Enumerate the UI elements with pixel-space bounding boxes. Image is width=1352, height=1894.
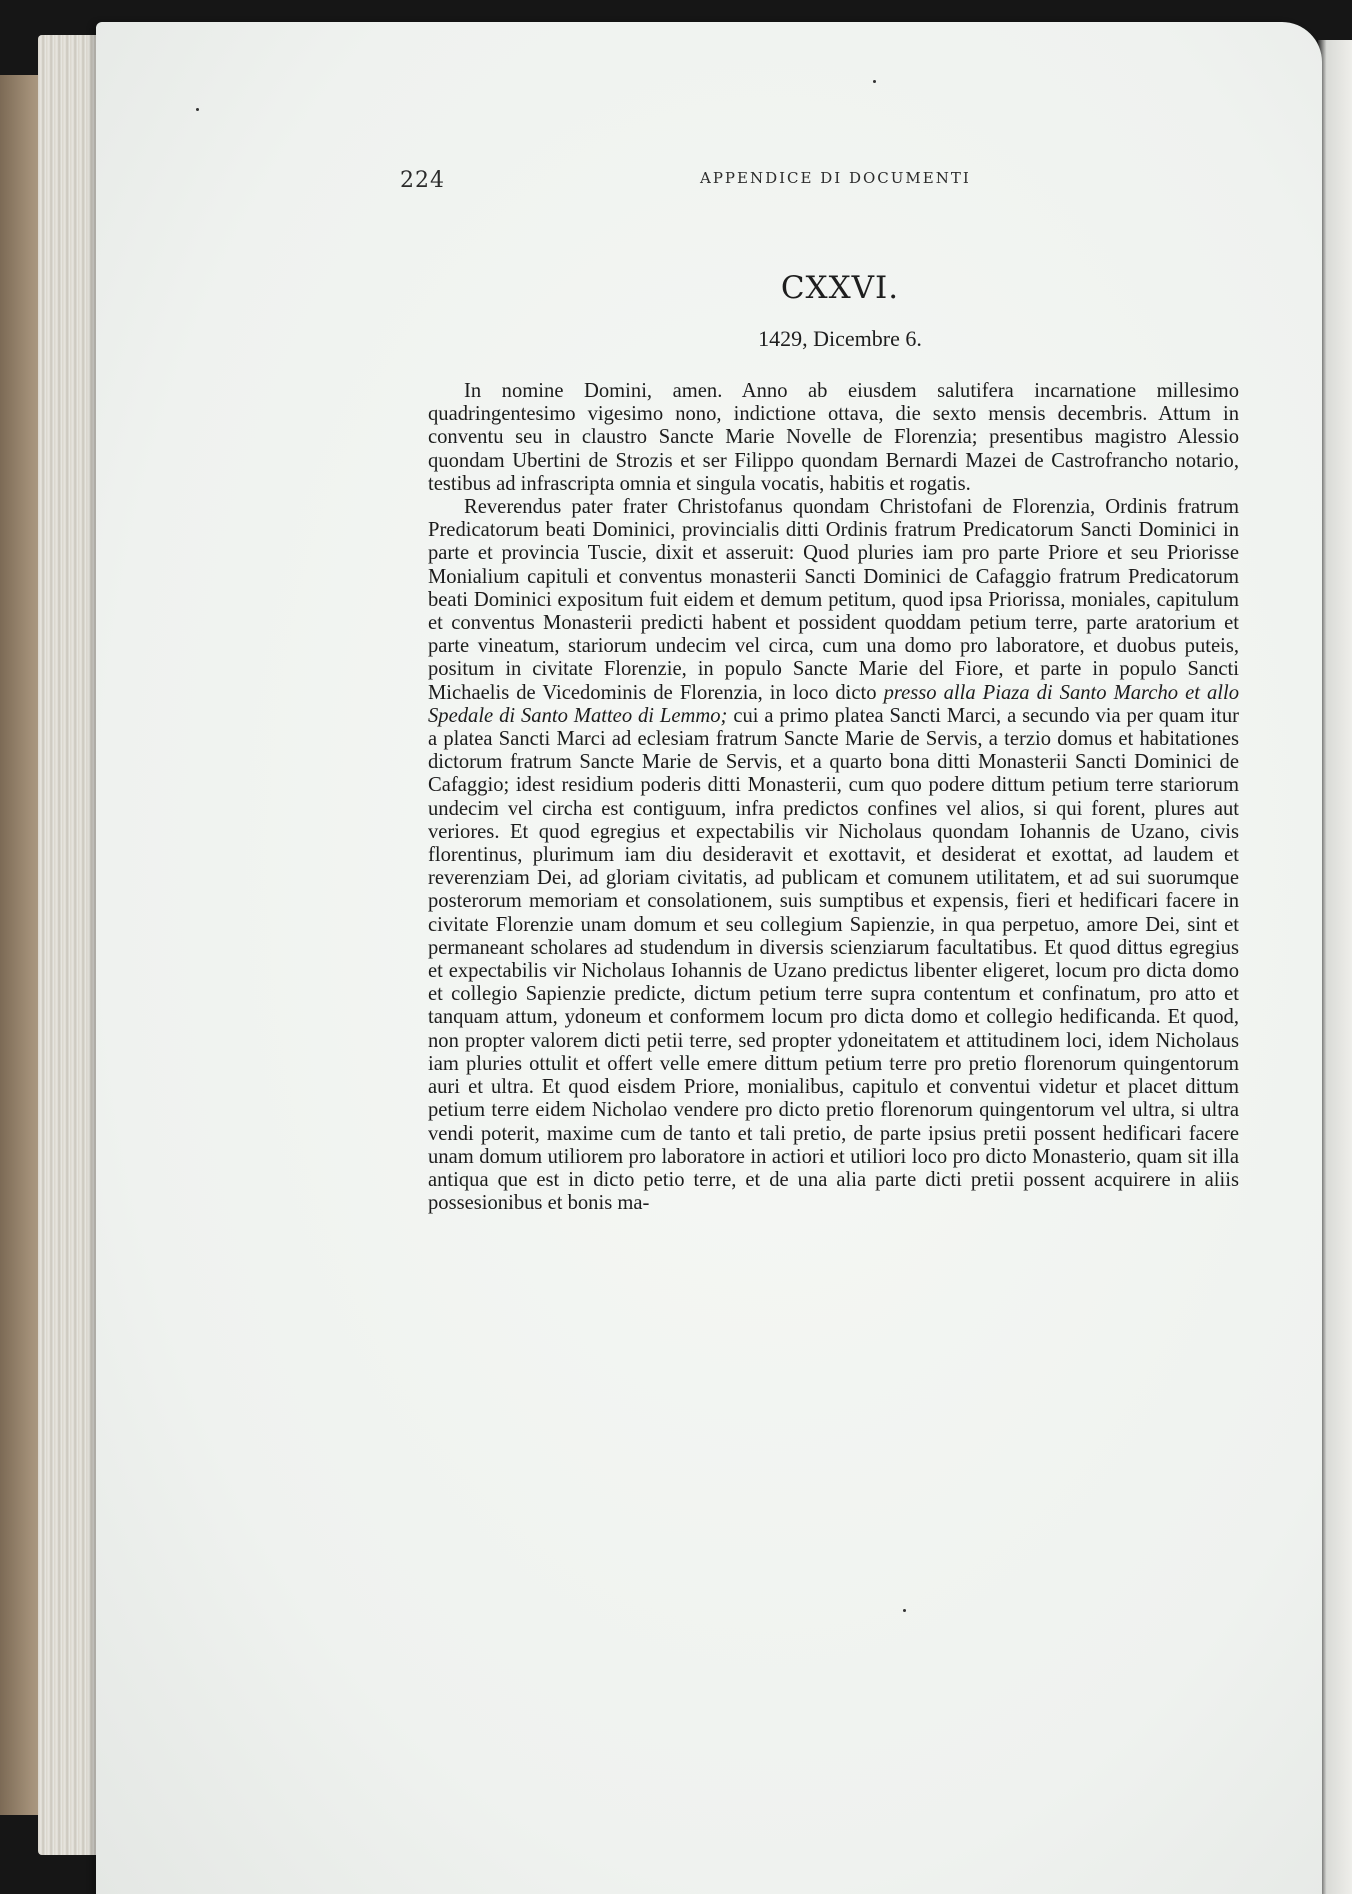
paper-speck: [196, 108, 199, 111]
paper-speck: [873, 80, 876, 83]
paragraph-main: [428, 496, 1239, 1215]
page-number: 224: [400, 168, 445, 193]
document-number: CXXVI.: [780, 270, 900, 306]
document-body: [428, 380, 1239, 1215]
place-name-italic: presso alla Piaza di Santo Marcho et allo Spedale di Santo Matteo di Lemmo;: [428, 681, 1240, 727]
paragraph-preamble: In nomine Domini, amen. Anno ab eiusdem salutifera incarnatione millesimo quadringentesimo vigesimo nono, indictione ottava, die sexto mensis decembris. Attum in conventu seu in claustro Sancte Marie Novelle de Florenzia; presentibus magistro Alessio quondam Ubertini de Strozis et ser Filippo quondam Bernardi Mazei de Castrofrancho notario, testibus ad infrascripta omnia et singula vocatis, habitis et rogatis.: [428, 380, 1239, 495]
paragraph-main-part-2: cui a primo platea Sancti Marci, a secundo via per quam itur a platea Sancti Marci ad eclesiam fratrum Sancte Marie de Servis, a terzio domus et habitationes dictorum fratrum Sancte Marie de Servis, et a quarto bona ditti Monasterii Sancti Dominici de Cafaggio; idest residium poderis ditti Monasterii, cum quo podere dittum petium terre stariorum undecim vel circha est contiguum, infra predictos confines vel alios, si qui forent, plures aut veriores. Et quod egregius et expectabilis vir Nicholaus quondam Iohannis de Uzano, civis florentinus, plurimum iam diu desideravit et exottavit, et desiderat et exottat, ad laudem et reverenziam Dei, ad gloriam civitatis, ad publicam et comunem utilitatem, et ad sui suorumque posterorum memoriam et consolationem, suis sumptibus et expensis, fieri et hedificari facere in civitate Florenzie unam domum et seu collegium Sapienzie, in qua perpetuo, amore Dei, sint et permaneant scholares ad studendum in diversis scienziarum facultatibus. Et quod dittus egregius et expectabilis vir Nicholaus Iohannis de Uzano predictus libenter eligeret, locum pro dicta domo et collegio Sapienzie predicte, dictum petium terre supra contentum et confinatum, pro atto et tanquam attum, ydoneum et conformem locum pro dicta domo et collegio hedificanda. Et quod, non propter valorem dicti petii terre, sed propter ydoneitatem et attitudinem loci, idem Nicholaus iam pluries ottulit et offert velle emere dittum petium terre pro pretio florenorum quingentorum auri et ultra. Et quod eisdem Priore, monialibus, capitulo et conventui videtur et placet dittum petium terre eidem Nicholao vendere pro dicto pretio florenorum quingentorum vel ultra, si ultra vendi poterit, maxime cum de tanto et tali pretio, de parte ipsius pretii possent hedificari facere unam domum utiliorem pro laboratore in actiori et utiliori loco pro dicto Monasterio, quam sit illa antiqua que est in dicto petio terre, et de una alia parte dicti pretii possent acquirere in aliis possesionibus et bonis ma-: [428, 704, 1239, 1215]
facing-page-edge: [1318, 40, 1352, 1894]
document-date: 1429, Dicembre 6.: [758, 326, 922, 351]
paper-speck: [903, 1609, 906, 1612]
running-head-title: APPENDICE DI DOCUMENTI: [700, 169, 971, 187]
paragraph-main-part-1: Reverendus pater frater Christofanus quondam Christofani de Florenzia, Ordinis fratrum Predicatorum beati Dominici, provincialis ditti Ordinis fratrum Predicatorum Sancti Dominici in parte et provincia Tuscie, dixit et asseruit: Quod pluries iam pro parte Priore et seu Priorisse Monialium capituli et conventus monasterii Sancti Dominici de Cafaggio fratrum Predicatorum beati Dominici expositum fuit eidem et demum petitum, quod ipsa Priorissa, moniales, capitulum et conventus Monasterii predicti habent et possident quoddam petium terre, parte aratorium et parte vineatum, stariorum undecim vel circa, cum una domo pro laboratore, et duobus puteis, positum in civitate Florenzie, in populo Sancte Marie del Fiore, et parte in populo Sancti Michaelis de Vicedominis de Florenzia, in loco dicto: [428, 496, 1239, 704]
